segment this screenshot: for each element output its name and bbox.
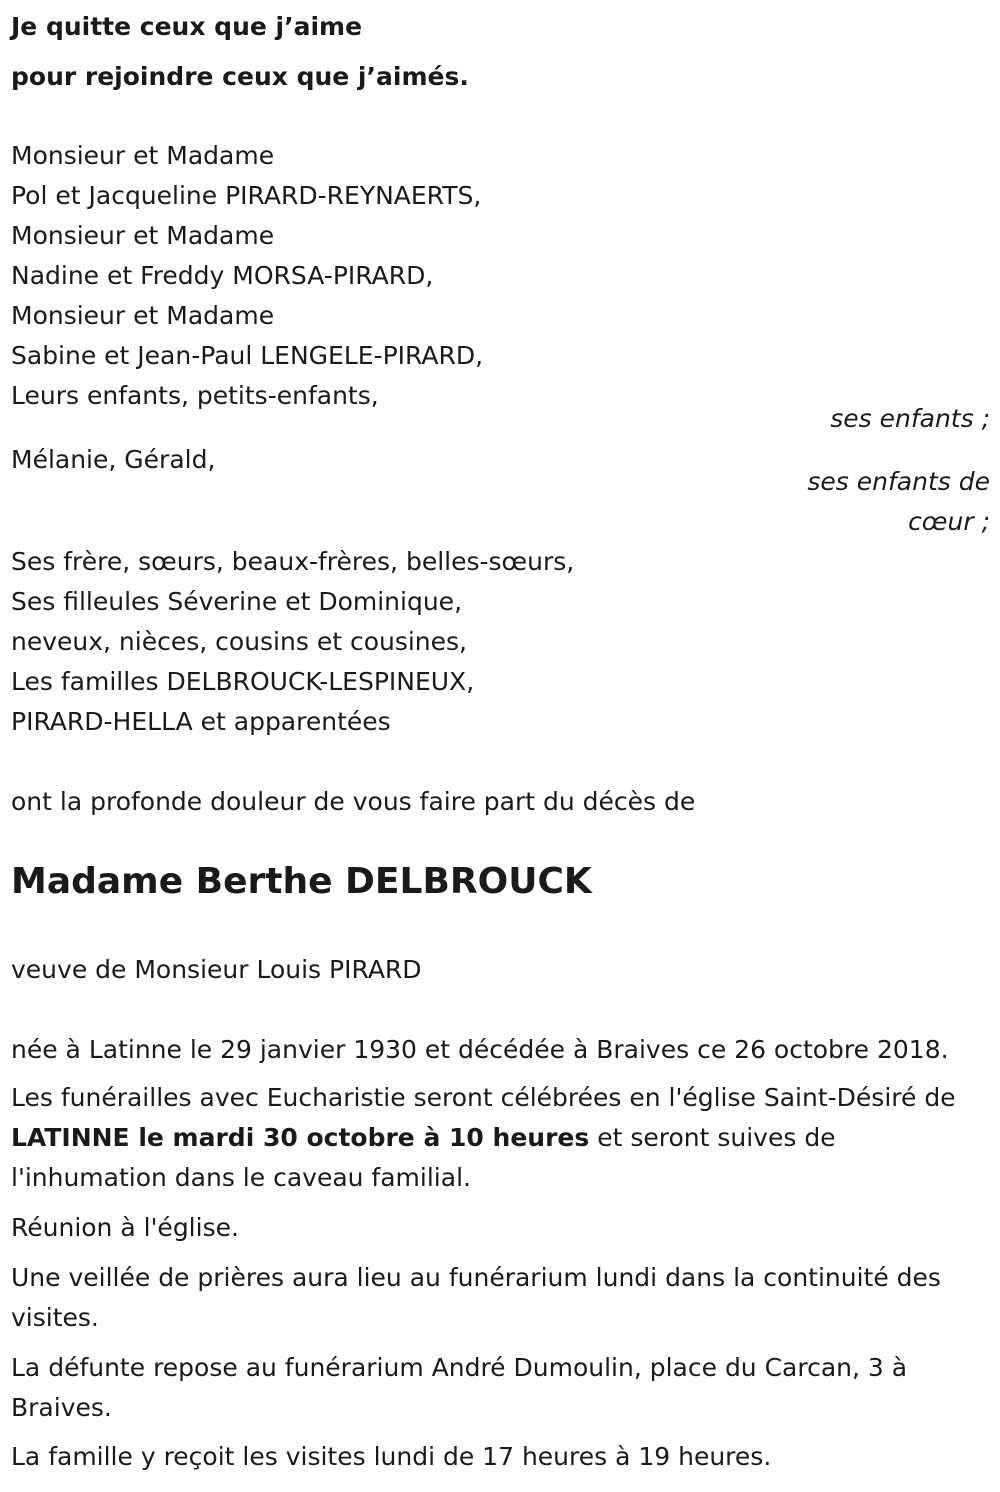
family-line: Leurs enfants, petits-enfants, bbox=[11, 381, 379, 410]
coeur-names: Mélanie, Gérald, bbox=[11, 445, 216, 474]
other-relatives-line: neveux, nièces, cousins et cousines, bbox=[11, 627, 468, 656]
other-relatives-line: Les familles DELBROUCK-LESPINEUX, bbox=[11, 667, 475, 696]
funeral-date-location: LATINNE le mardi 30 octobre à 10 heures bbox=[11, 1123, 590, 1152]
family-line: Monsieur et Madame bbox=[11, 141, 275, 170]
vigil-paragraph: Une veillée de prières aura lieu au funérarium lundi dans la continuité des visites. bbox=[11, 1263, 941, 1332]
epigraph-line-1: Je quitte ceux que j’aime bbox=[11, 12, 363, 41]
family-line: Monsieur et Madame bbox=[11, 221, 275, 250]
visits-paragraph: La famille y reçoit les visites lundi de 17 heures à 19 heures. bbox=[11, 1442, 772, 1471]
widow-of: veuve de Monsieur Louis PIRARD bbox=[11, 955, 422, 984]
birth-death: née à Latinne le 29 janvier 1930 et décédée à Braives ce 26 octobre 2018. bbox=[11, 1035, 949, 1064]
other-relatives-line: Ses frère, sœurs, beaux-frères, belles-sœurs, bbox=[11, 547, 575, 576]
announcement-text: ont la profonde douleur de vous faire part du décès de bbox=[11, 787, 696, 816]
epigraph-line-2: pour rejoindre ceux que j’aimés. bbox=[11, 62, 469, 91]
family-line: Monsieur et Madame bbox=[11, 301, 275, 330]
funeral-text-start: Les funérailles avec Eucharistie seront célébrées en l'église Saint-Désiré de bbox=[11, 1083, 956, 1112]
family-line: Nadine et Freddy MORSA-PIRARD, bbox=[11, 261, 434, 290]
other-relatives-line: PIRARD-HELLA et apparentées bbox=[11, 707, 391, 736]
funeral-text-end: et seront suives de l'inhumation dans le caveau familial. bbox=[11, 1123, 836, 1192]
other-relatives-line: Ses filleules Séverine et Dominique, bbox=[11, 587, 463, 616]
family-line: Pol et Jacqueline PIRARD-REYNAERTS, bbox=[11, 181, 482, 210]
family-line: Sabine et Jean-Paul LENGELE-PIRARD, bbox=[11, 341, 484, 370]
meeting-paragraph: Réunion à l'église. bbox=[11, 1213, 239, 1242]
deceased-name: Madame Berthe DELBROUCK bbox=[11, 861, 592, 902]
note-children: ses enfants ; bbox=[830, 404, 990, 433]
funeral-paragraph bbox=[11, 1078, 991, 1198]
note-coeur-1: ses enfants de bbox=[807, 467, 990, 496]
rest-location-paragraph: La défunte repose au funérarium André Dumoulin, place du Carcan, 3 à Braives. bbox=[11, 1353, 908, 1422]
note-coeur-2: cœur ; bbox=[908, 507, 990, 536]
